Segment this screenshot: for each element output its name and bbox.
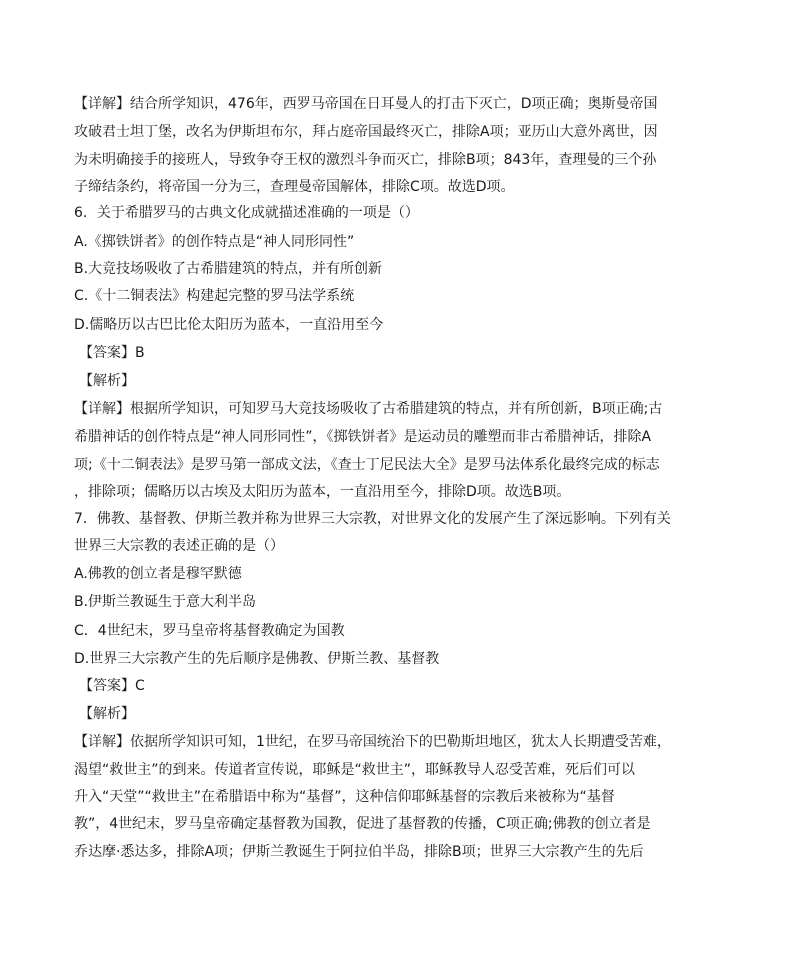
option-a: A.佛教的创立者是穆罕默德 [74,566,242,582]
answer-label: 【答案】B [79,345,145,361]
text-line: 升入“天堂”“救世主”在希腊语中称为“基督”，这种信仰耶稣基督的宗教后来被称为“基督 [74,789,615,805]
question-7-stem: 7．佛教、基督教、伊斯兰教并称为世界三大宗教，对世界文化的发展产生了深远影响。下列有关 [74,511,671,527]
text-line: 渴望“救世主”的到来。传道者宣传说，耶稣是“救世主”，耶稣教导人忍受苦难，死后们可以 [74,762,636,778]
answer-label: 【答案】C [79,678,145,694]
text-line: 攻破君士坦丁堡，改名为伊斯坦布尔，拜占庭帝国最终灭亡，排除A项；亚历山大意外离世，因 [74,124,658,140]
analysis-label: 【解析】 [79,373,135,389]
text-line: 教”，4世纪末，罗马皇帝确定基督教为国教，促进了基督教的传播，C项正确;佛教的创立者是 [74,816,651,832]
text-line: 希腊神话的创作特点是“神人同形同性”，《掷铁饼者》是运动员的雕塑而非古希腊神话，排除A [74,429,652,445]
text-line: 子缔结条约，将帝国一分为三，查理曼帝国解体，排除C项。故选D项。 [74,179,515,195]
text-line: 为未明确接手的接班人，导致争夺王权的激烈斗争而灭亡，排除B项；843年，查理曼的三个孙 [74,152,657,168]
analysis-label: 【解析】 [79,706,135,722]
option-d: D.世界三大宗教产生的先后顺序是佛教、伊斯兰教、基督教 [74,651,440,667]
option-c: C.《十二铜表法》构建起完整的罗马法学系统 [74,288,355,304]
text-line: 【详解】根据所学知识，可知罗马大竞技场吸收了古希腊建筑的特点，并有所创新，B项正确;古 [74,401,663,417]
text-line: 【详解】依据所学知识可知，1世纪，在罗马帝国统治下的巴勒斯坦地区，犹太人长期遭受苦难， [74,734,671,750]
text-line: 【详解】结合所学知识，476年，西罗马帝国在日耳曼人的打击下灭亡，D项正确；奥斯曼帝国 [74,96,658,112]
text-line: 世界三大宗教的表述正确的是（） [74,538,284,554]
option-d: D.儒略历以古巴比伦太阳历为蓝本，一直沿用至今 [74,317,384,333]
question-6-stem: 6．关于希腊罗马的古典文化成就描述准确的一项是（） [74,205,419,221]
option-b: B.大竞技场吸收了古希腊建筑的特点，并有所创新 [74,261,383,277]
option-a: A.《掷铁饼者》的创作特点是“神人同形同性” [74,234,355,250]
text-line: ，排除项；儒略历以古埃及太阳历为蓝本，一直沿用至今，排除D项。故选B项。 [74,484,571,500]
option-c: C．4世纪末，罗马皇帝将基督教确定为国教 [74,623,345,639]
option-b: B.伊斯兰教诞生于意大利半岛 [74,594,257,610]
text-line: 乔达摩·悉达多，排除A项；伊斯兰教诞生于阿拉伯半岛，排除B项；世界三大宗教产生的先后 [74,844,644,860]
text-line: 项;《十二铜表法》是罗马第一部成文法，《查士丁尼民法大全》是罗马法体系化最终完成的标志 [74,457,660,473]
